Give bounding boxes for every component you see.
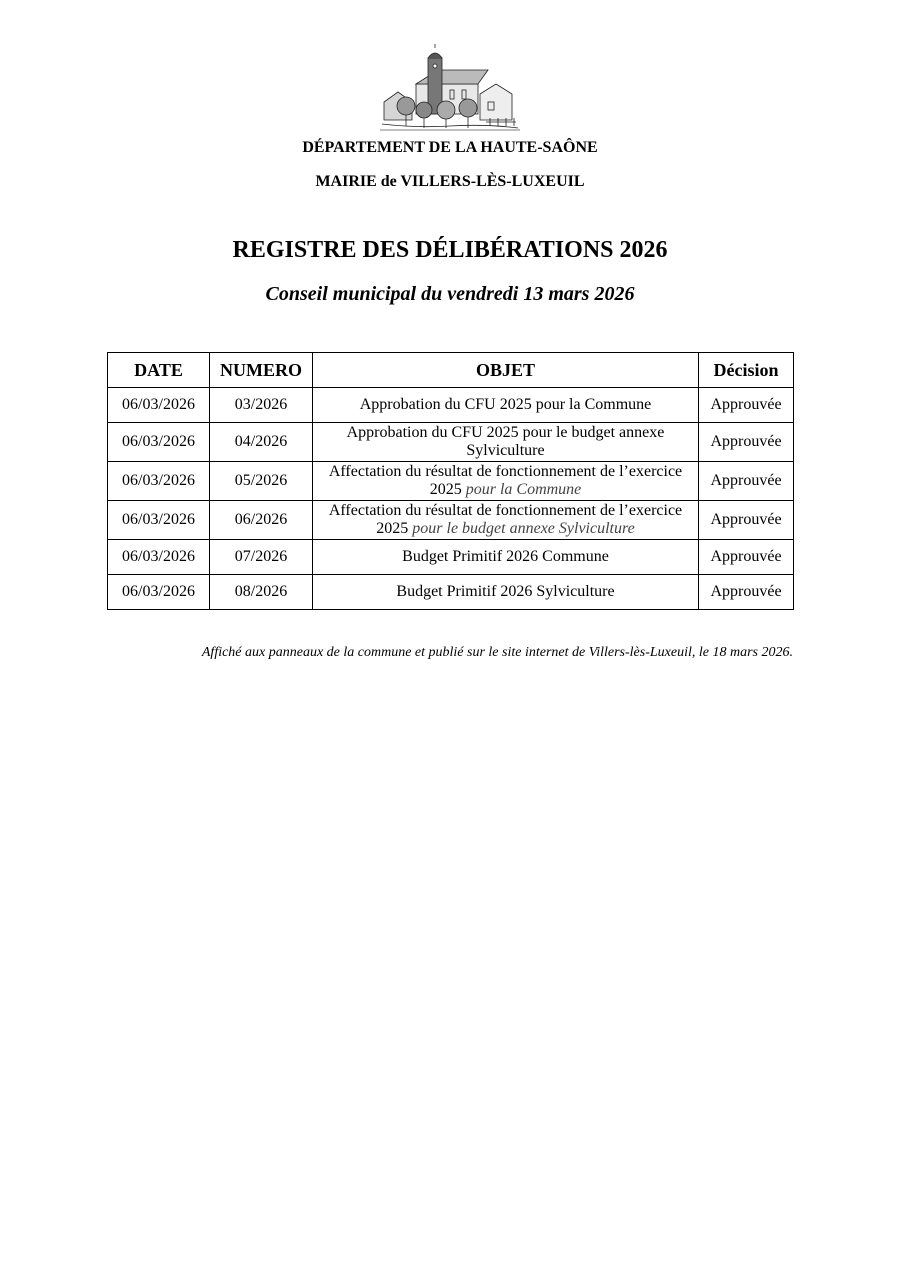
objet-text: Budget Primitif 2026 Sylviculture (396, 583, 615, 600)
publication-note: Affiché aux panneaux de la commune et publié sur le site internet de Villers-lès-Luxeuil, le 18 mars 2026. (201, 645, 793, 660)
cell-date: 06/03/2026 (108, 462, 210, 501)
cell-numero: 05/2026 (210, 462, 313, 501)
column-header-decision: Décision (699, 353, 794, 388)
objet-text: Approbation du CFU 2025 pour la Commune (359, 396, 652, 413)
cell-date: 06/03/2026 (108, 423, 210, 462)
cell-date: 06/03/2026 (108, 540, 210, 575)
cell-decision: Approuvée (699, 423, 794, 462)
cell-date: 06/03/2026 (108, 501, 210, 540)
cell-decision: Approuvée (699, 501, 794, 540)
cell-objet (313, 540, 699, 575)
table-row (108, 462, 794, 501)
village-church-sketch-icon (376, 44, 524, 134)
table-row (108, 575, 794, 610)
objet-text: Budget Primitif 2026 Commune (402, 548, 609, 565)
cell-decision: Approuvée (699, 540, 794, 575)
cell-numero: 08/2026 (210, 575, 313, 610)
table-row (108, 423, 794, 462)
table-row (108, 388, 794, 423)
cell-decision: Approuvée (699, 575, 794, 610)
cell-objet (313, 501, 699, 540)
cell-numero: 04/2026 (210, 423, 313, 462)
column-header-date: DATE (108, 353, 210, 388)
table-row (108, 501, 794, 540)
cell-objet (313, 462, 699, 501)
cell-decision: Approuvée (699, 462, 794, 501)
mairie-heading: MAIRIE de VILLERS-LÈS-LUXEUIL (315, 173, 585, 190)
cell-date: 06/03/2026 (108, 388, 210, 423)
cell-date: 06/03/2026 (108, 575, 210, 610)
objet-text: Affectation du résultat de fonctionnement de l’exercice 2025 (328, 463, 683, 498)
column-header-numero: NUMERO (210, 353, 313, 388)
objet-note: pour le budget annexe Sylviculture (412, 520, 635, 537)
objet-text: Affectation du résultat de fonctionnement de l’exercice 2025 (328, 502, 683, 537)
cell-numero: 03/2026 (210, 388, 313, 423)
table-header-row (108, 353, 794, 388)
cell-numero: 07/2026 (210, 540, 313, 575)
deliberations-table (107, 352, 794, 610)
page-subtitle: Conseil municipal du vendredi 13 mars 2026 (265, 283, 635, 305)
objet-note: pour la Commune (465, 481, 582, 498)
cell-numero: 06/2026 (210, 501, 313, 540)
cell-objet (313, 388, 699, 423)
cell-objet (313, 575, 699, 610)
department-heading: DÉPARTEMENT DE LA HAUTE-SAÔNE (302, 139, 598, 156)
table-row (108, 540, 794, 575)
page-title: REGISTRE DES DÉLIBÉRATIONS 2026 (232, 237, 668, 263)
objet-text: Approbation du CFU 2025 pour le budget annexe Sylviculture (346, 424, 665, 459)
column-header-objet: OBJET (313, 353, 699, 388)
cell-objet (313, 423, 699, 462)
cell-decision: Approuvée (699, 388, 794, 423)
